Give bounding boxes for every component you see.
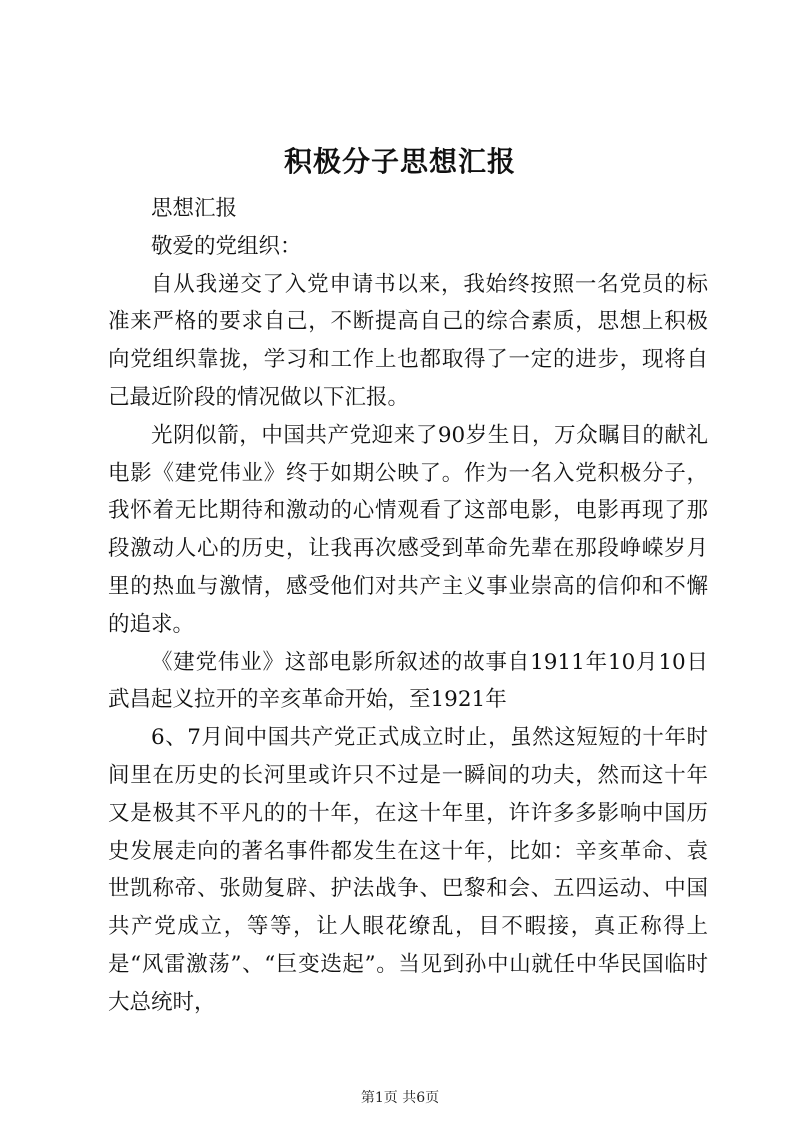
paragraph: 自从我递交了入党申请书以来，我始终按照一名党员的标准来严格的要求自己，不断提高自己的综合素质，思想上积极向党组织靠拢，学习和工作上也都取得了一定的进步，现将自己最近阶段的情况做以下汇报。 — [108, 271, 708, 410]
page-footer: 第1页 共6页 — [360, 1090, 440, 1106]
document-title: 积极分子思想汇报 — [283, 145, 516, 178]
paragraph: 光阴似箭，中国共产党迎来了90岁生日，万众瞩目的献礼电影《建党伟业》终于如期公映了。作为一名入党积极分子，我怀着无比期待和激动的心情观看了这部电影，电影再现了那段激动人心的历史，让我再次感受到革命先辈在那段峥嵘岁月里的热血与激情，感受他们对共产主义事业崇高的信仰和不懈的追求。 — [108, 422, 708, 637]
document-body — [108, 190, 708, 1022]
paragraph-salutation: 敬爱的党组织： — [151, 233, 302, 259]
paragraph-heading: 思想汇报 — [151, 196, 238, 221]
paragraph: 6、7月间中国共产党正式成立时止，虽然这短短的十年时间里在历史的长河里或许只不过是一瞬间的功夫，然而这十年又是极其不平凡的的十年，在这十年里，许许多多影响中国历史发展走向的著名事件都发生在这十年，比如：辛亥革命、袁世凯称帝、张勋复辟、护法战争、巴黎和会、五四运动、中国共产党成立，等等，让人眼花缭乱，目不暇接，真正称得上是“风雷激荡”、“巨变迭起”。当见到孙中山就任中华民国临时大总统时， — [108, 725, 708, 1015]
paragraph: 《建党伟业》这部电影所叙述的故事自1911年10月10日武昌起义拉开的辛亥革命开始，至1921年 — [108, 649, 708, 713]
